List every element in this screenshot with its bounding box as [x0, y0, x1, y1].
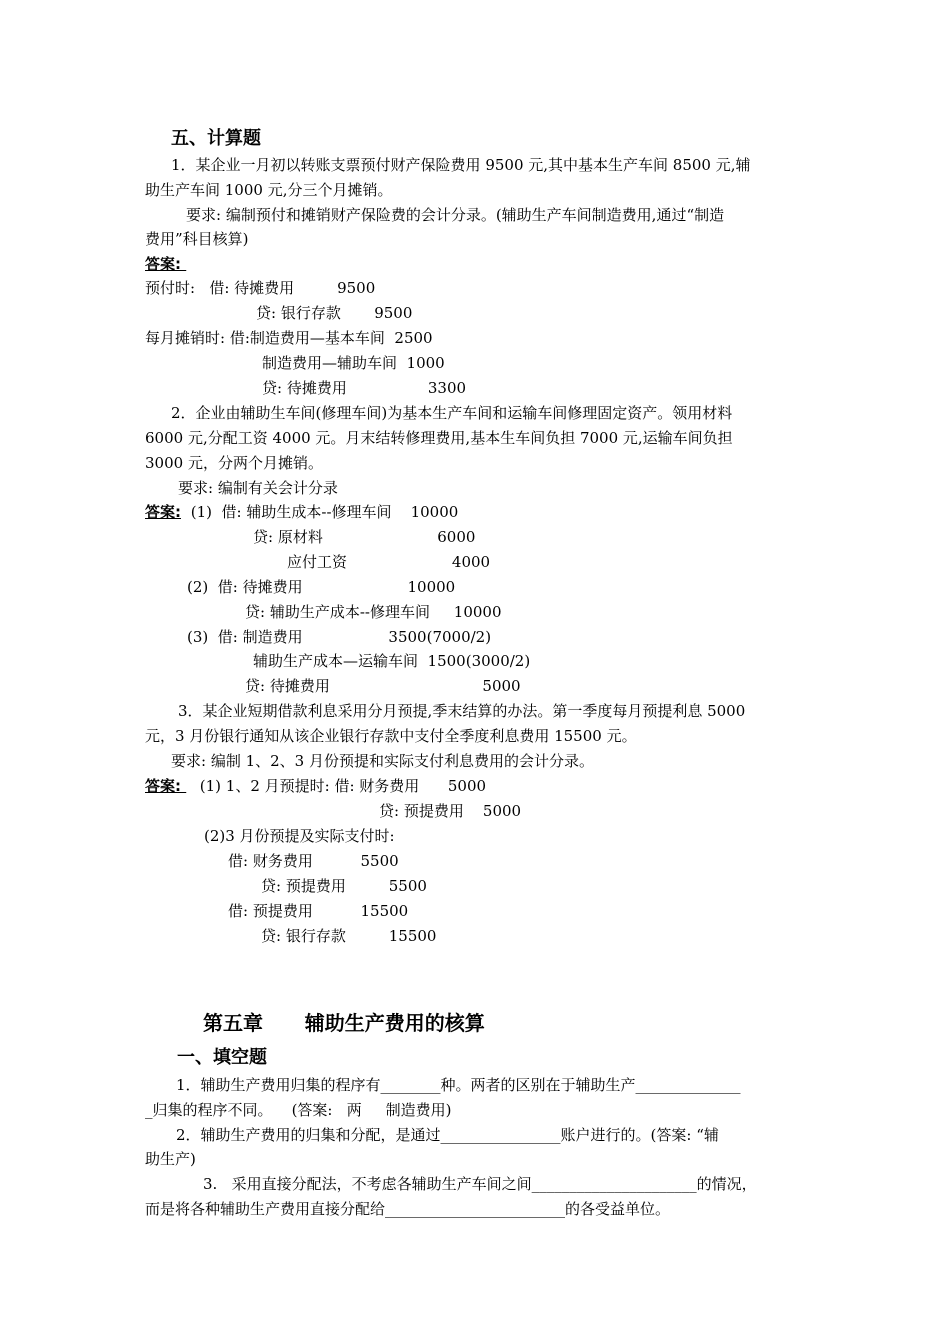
question-3-answer-line-5: 贷: 预提费用 5500 — [261, 877, 427, 895]
fill-question-1-line-2: _归集的程序不同。 (答案: 两 制造费用) — [145, 1101, 452, 1119]
fill-question-3-line-2: 而是将各种辅助生产费用直接分配给________________________的各受益单位。 — [145, 1200, 671, 1218]
question-1-answer-label: 答案: — [145, 255, 187, 273]
question-2-line-1: 2．企业由辅助生车间(修理车间)为基本生产车间和运输车间修理固定资产。领用材料 — [171, 404, 733, 422]
question-3-answer-line-4: 借: 财务费用 5500 — [228, 852, 399, 870]
fill-question-1-line-1: 1．辅助生产费用归集的程序有________种。两者的区别在于辅助生产______________ — [176, 1076, 741, 1094]
fill-question-2-line-1: 2．辅助生产费用的归集和分配，是通过________________账户进行的。(答案: “辅 — [176, 1126, 719, 1144]
question-2-answer-line-4: (2) 借: 待摊费用 10000 — [187, 578, 456, 596]
question-1-requirement-1: 要求: 编制预付和摊销财产保险费的会计分录。(辅助生产车间制造费用,通过“制造 — [186, 206, 725, 224]
fill-in-section-title: 一、填空题 — [177, 1047, 267, 1068]
question-1-line-1: 1．某企业一月初以转账支票预付财产保险费用 9500 元,其中基本生产车间 8500 元,辅 — [171, 156, 751, 174]
question-2-answer-line-8: 贷: 待摊费用 5000 — [245, 677, 521, 695]
question-3-answer-line-3: (2)3 月份预提及实际支付时: — [204, 827, 395, 845]
question-2-line-3: 3000 元，分两个月摊销。 — [145, 454, 323, 472]
section-title: 五、计算题 — [171, 128, 261, 149]
question-2-requirement: 要求: 编制有关会计分录 — [178, 479, 338, 497]
question-3-line-1: 3．某企业短期借款利息采用分月预提,季末结算的办法。第一季度每月预提利息 5000 — [178, 702, 746, 720]
question-1-answer-line-1: 预付时: 借: 待摊费用 9500 — [145, 279, 376, 297]
question-3-answer-label: 答案: — [145, 777, 187, 795]
question-1-answer-line-4: 制造费用—辅助车间 1000 — [262, 354, 445, 372]
question-1-answer-line-3: 每月摊销时: 借:制造费用—基本车间 2500 — [145, 329, 433, 347]
question-1-line-2: 助生产车间 1000 元,分三个月摊销。 — [145, 181, 393, 199]
question-3-requirement: 要求: 编制 1、2、3 月份预提和实际支付利息费用的会计分录。 — [171, 752, 594, 770]
fill-question-3-line-1: 3. 采用直接分配法，不考虑各辅助生产车间之间______________________的情况， — [203, 1175, 757, 1193]
fill-question-2-line-2: 助生产) — [145, 1150, 196, 1168]
question-2-line-2: 6000 元,分配工资 4000 元。月末结转修理费用,基本生车间负担 7000 元,运输车间负担 — [145, 429, 733, 447]
chapter-title: 第五章 辅助生产费用的核算 — [203, 1011, 485, 1035]
question-2-answer-line-3: 应付工资 4000 — [287, 553, 491, 571]
question-1-requirement-2: 费用”科目核算) — [145, 230, 249, 248]
question-1-answer-line-2: 贷: 银行存款 9500 — [256, 304, 413, 322]
question-3-line-2: 元，3 月份银行通知从该企业银行存款中支付全季度利息费用 15500 元。 — [145, 727, 637, 745]
question-2-answer-label: 答案: — [145, 503, 181, 521]
question-2-answer-line-2: 贷: 原材料 6000 — [253, 528, 476, 546]
question-3-answer-line-6: 借: 预提费用 15500 — [228, 902, 409, 920]
question-2-answer-line-5: 贷: 辅助生产成本--修理车间 10000 — [245, 603, 502, 621]
question-3-answer-line-2: 贷: 预提费用 5000 — [379, 802, 522, 820]
question-2-answer-line-7: 辅助生产成本—运输车间 1500(3000/2) — [253, 652, 531, 670]
question-3-answer-line-7: 贷: 银行存款 15500 — [261, 927, 437, 945]
question-2-answer-line-1: (1) 借: 辅助生成本--修理车间 10000 — [186, 503, 459, 521]
question-1-answer-line-5: 贷: 待摊费用 3300 — [262, 379, 467, 397]
question-3-answer-line-1: (1) 1、2 月预提时: 借: 财务费用 5000 — [195, 777, 487, 795]
question-2-answer-line-6: (3) 借: 制造费用 3500(7000/2) — [187, 628, 492, 646]
